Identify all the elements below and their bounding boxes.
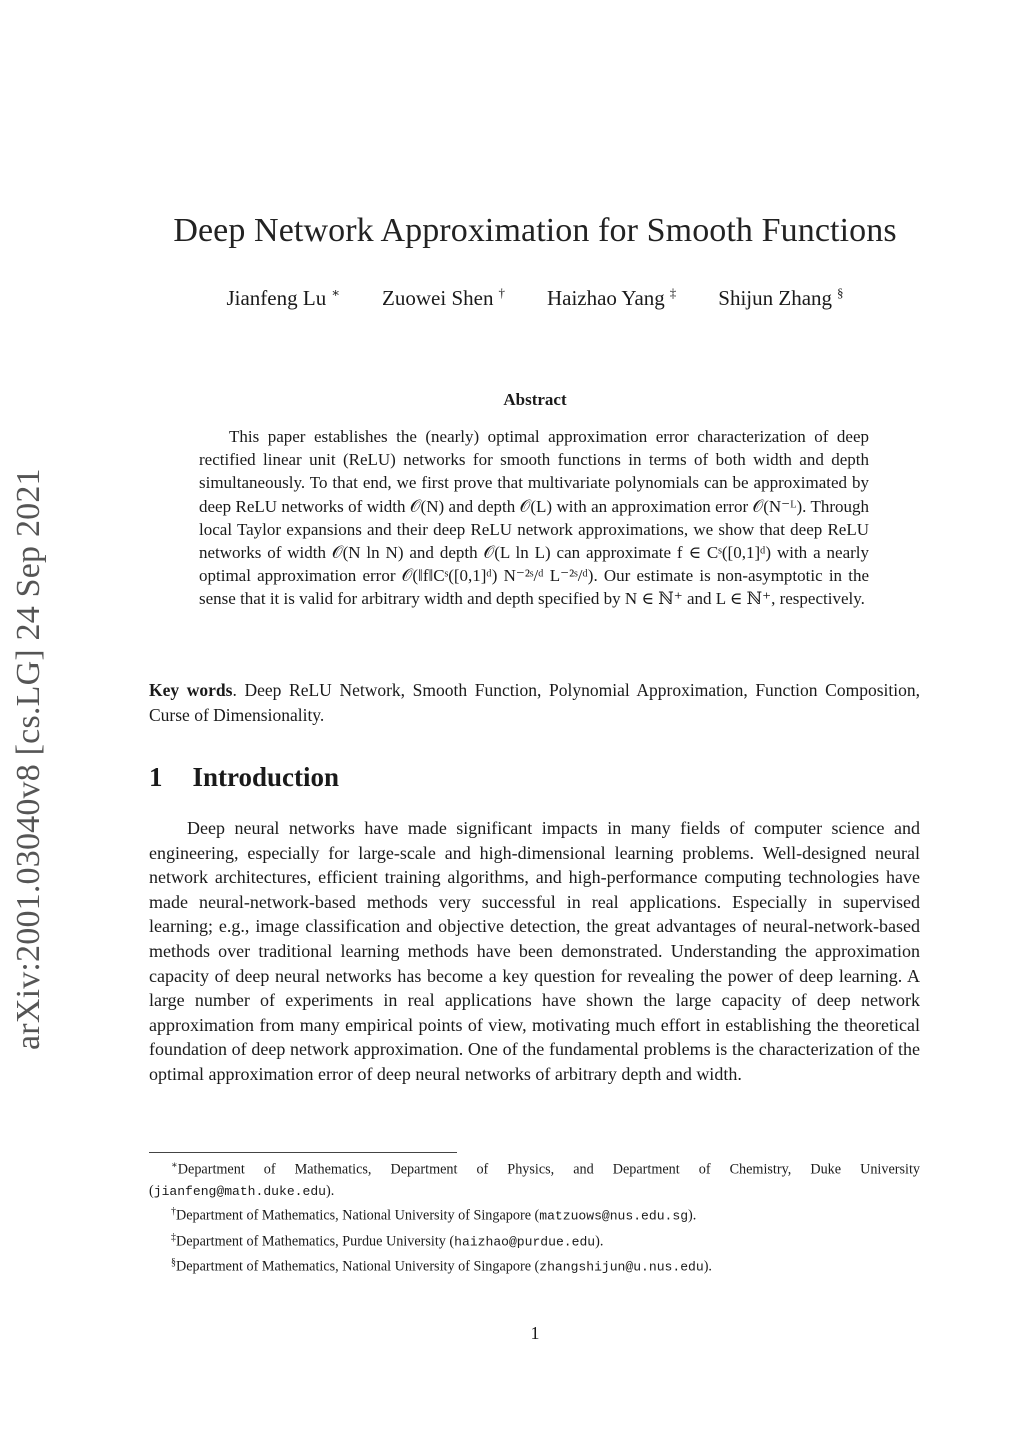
section-title: Introduction	[192, 762, 340, 792]
paper-title: Deep Network Approximation for Smooth Functions	[173, 212, 897, 249]
author	[382, 285, 505, 311]
footnote-mark: ‡	[171, 1231, 176, 1243]
footnote-end: ).	[688, 1208, 697, 1225]
footnote-mark: ∗	[171, 1160, 178, 1171]
author-footnote-mark[interactable]: †	[498, 285, 505, 300]
footnote-text: Department of Mathematics, National University of Singapore (	[176, 1208, 540, 1225]
email-link[interactable]: haizhao@purdue.edu	[454, 1234, 596, 1250]
author-list	[150, 285, 920, 311]
email-link[interactable]: jianfeng@math.duke.edu	[153, 1183, 326, 1199]
author-name: Jianfeng Lu	[226, 286, 327, 310]
author-footnote-mark[interactable]: ‡	[669, 285, 677, 300]
footnote-divider	[149, 1152, 457, 1153]
author	[547, 285, 676, 311]
email-link[interactable]: zhangshijun@u.nus.edu	[539, 1260, 704, 1276]
footnote	[149, 1228, 920, 1254]
footnotes	[149, 1156, 920, 1279]
author	[226, 285, 340, 311]
footnote	[149, 1253, 920, 1279]
footnote-mark: †	[171, 1206, 176, 1218]
author-name: Zuowei Shen	[382, 286, 494, 310]
footnote-end: ).	[325, 1182, 335, 1199]
author-footnote-mark[interactable]: §	[837, 285, 844, 300]
keywords	[149, 678, 920, 728]
keywords-label: Key words	[149, 680, 233, 700]
abstract-heading: Abstract	[503, 390, 567, 409]
footnote	[149, 1156, 920, 1202]
author	[718, 285, 843, 311]
page-number: 1	[530, 1323, 540, 1343]
footnote-end: ).	[595, 1233, 604, 1250]
footnote-text: Department of Mathematics, Purdue University (	[176, 1233, 455, 1250]
arxiv-id-text: arXiv:2001.03040v8 [cs.LG] 24 Sep 2021	[10, 468, 47, 1050]
footnote-end: ).	[703, 1259, 712, 1276]
section-number: 1	[149, 762, 163, 792]
introduction-paragraph: Deep neural networks have made significant impacts in many fields of computer science and engineering, especially for large-scale and high-dimensional learning problems. Well-designed neural network architectures, efficient training algorithms, and high-performance computing technologies have made neural-network-based methods very successful in real applications. Especially in supervised learning; e.g., image classification and objective detection, the great advantages of neural-network-based methods over traditional learning methods have been demonstrated. Understanding the approximation capacity of deep neural networks has become a key question for revealing the power of deep learning. A large number of experiments in real applications have shown the large capacity of deep network approximation from many empirical points of view, motivating much effort in establishing the theoretical foundation of deep network approximation. One of the fundamental problems is the characterization of the optimal approximation error of deep neural networks of arbitrary depth and width.	[149, 818, 920, 1084]
footnote-text: Department of Mathematics, Department of Physics, and Department of Chemistry, Duke University (	[149, 1161, 920, 1199]
keywords-text: . Deep ReLU Network, Smooth Function, Polynomial Approximation, Function Composition, Curse of Dimensionality.	[149, 680, 920, 725]
footnote	[149, 1202, 920, 1228]
section-heading	[149, 762, 339, 793]
author-name: Shijun Zhang	[718, 286, 833, 310]
footnote-mark: §	[171, 1257, 176, 1269]
author-name: Haizhao Yang	[546, 286, 665, 310]
footnote-text: Department of Mathematics, National University of Singapore (	[176, 1259, 540, 1276]
abstract-text: This paper establishes the (nearly) optimal approximation error characterization of deep rectified linear unit (ReLU) networks for smooth functions in terms of both width and depth simultaneously. To that end, we first prove that multivariate polynomials can be approximated by deep ReLU networks of width 𝒪(N) and depth 𝒪(L) with an approximation error 𝒪(N⁻ᴸ). Through local Taylor expansions and their deep ReLU network approximations, we show that deep ReLU networks of width 𝒪(N ln N) and depth 𝒪(L ln L) can approximate f ∈ Cˢ([0,1]ᵈ) with a nearly optimal approximation error 𝒪(‖f‖Cˢ([0,1]ᵈ) N⁻²ˢ/ᵈ L⁻²ˢ/ᵈ). Our estimate is non-asymptotic in the sense that it is valid for arbitrary width and depth specified by N ∈ ℕ⁺ and L ∈ ℕ⁺, respectively.	[199, 427, 869, 609]
email-link[interactable]: matzuows@nus.edu.sg	[539, 1209, 689, 1225]
author-footnote-mark[interactable]: ∗	[331, 285, 341, 300]
